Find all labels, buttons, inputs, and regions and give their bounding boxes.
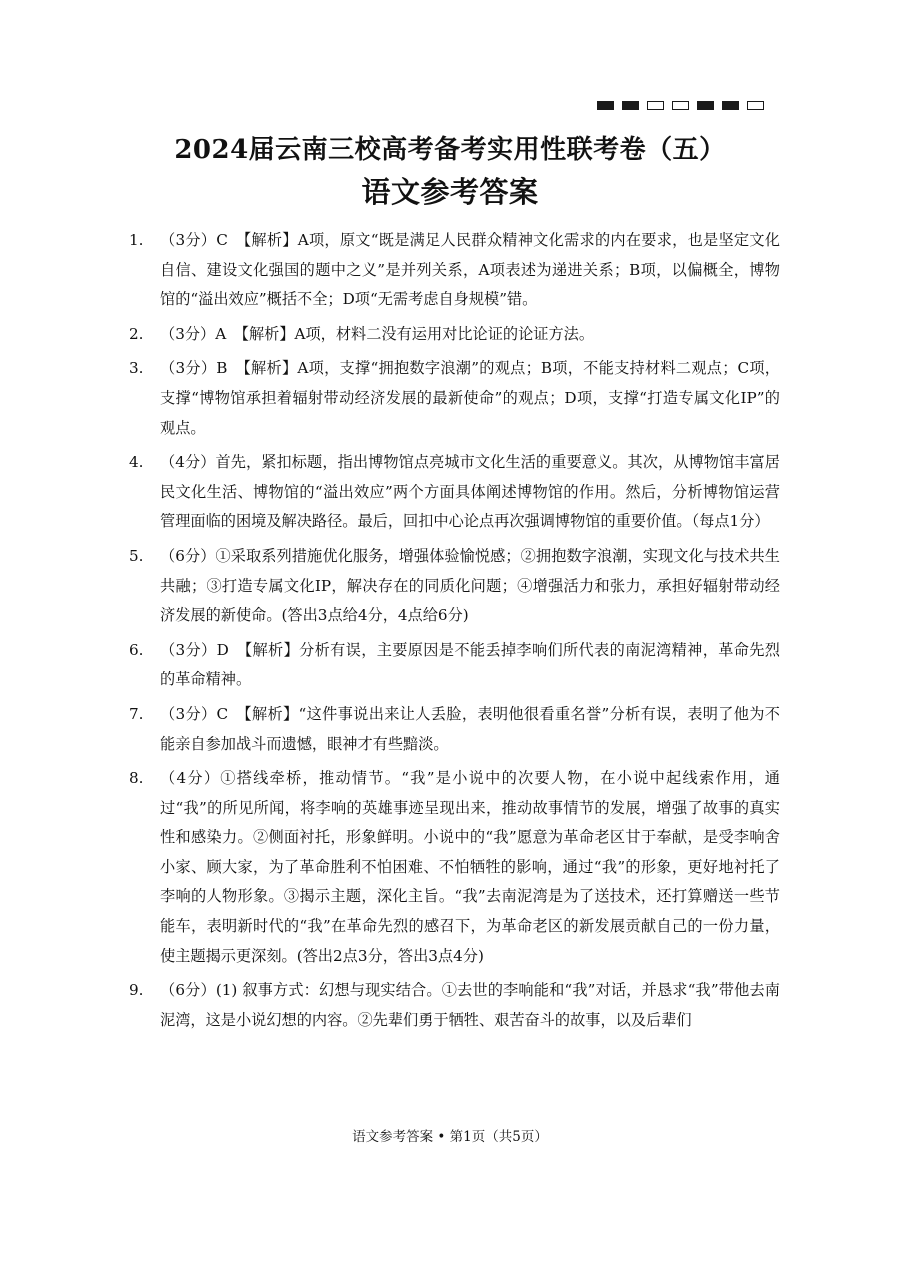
answer-item-4 <box>120 448 780 537</box>
answer-number: 6. <box>129 640 144 659</box>
answer-item-2 <box>120 320 780 350</box>
answer-text: （3分）C 【解析】A项，原文“既是满足人民群众精神文化需求的内在要求，也是坚定文化自信、建设文化强国的题中之义”是并列关系，A项表述为递进关系；B项，以偏概全，博物馆的“溢出效应”概括不全；D项“无需考虑自身规模”错。 <box>160 231 780 309</box>
answer-number: 1. <box>129 231 144 249</box>
answer-item-8 <box>120 764 780 971</box>
answer-number: 9. <box>129 981 144 1000</box>
answer-number: 8. <box>129 769 144 788</box>
answer-item-5 <box>120 542 780 631</box>
answer-text: （4分）首先，紧扣标题，指出博物馆点亮城市文化生活的重要意义。其次，从博物馆丰富居民文化生活、博物馆的“溢出效应”两个方面具体阐述博物馆的作用。然后，分析博物馆运营管理面临的困境及解决路径。最后，回扣中心论点再次强调博物馆的重要价值。（每点1分） <box>160 453 780 531</box>
page-footer: 语文参考答案 • 第1页（共5页） <box>352 1129 548 1145</box>
answer-number: 3. <box>129 359 144 378</box>
answer-text: （6分）(1) 叙事方式：幻想与现实结合。①去世的李响能和“我”对话，并恳求“我”带他去南泥湾，这是小说幻想的内容。②先辈们勇于牺牲、艰苦奋斗的故事，以及后辈们 <box>160 981 780 1029</box>
answer-text: （4分）①搭线牵桥，推动情节。“我”是小说中的次要人物，在小说中起线索作用，通过“我”的所见所闻，将李响的英雄事迹呈现出来，推动故事情节的发展，增强了故事的真实性和感染力。②侧面衬托，形象鲜明。小说中的“我”愿意为革命老区甘于奉献，是受李响舍小家、顾大家，为了革命胜利不怕困难、不怕牺牲的影响，通过“我”的形象，更好地衬托了李响的人物形象。③揭示主题，深化主旨。“我”去南泥湾是为了送技术，还打算赠送一些节能车，表明新时代的“我”在革命先烈的感召下，为革命老区的新发展贡献自己的一份力量，使主题揭示更深刻。(答出2点3分，答出3点4分) <box>160 769 780 965</box>
page-marks <box>597 101 764 110</box>
answer-text: （6分）①采取系列措施优化服务，增强体验愉悦感；②拥抱数字浪潮，实现文化与技术共生共融；③打造专属文化IP，解决存在的同质化问题；④增强活力和张力，承担好辐射带动经济发展的新使命。(答出3点给4分，4点给6分) <box>160 546 780 625</box>
filled-square-mark <box>597 101 614 110</box>
answer-text: （3分）B 【解析】A项，支撑“拥抱数字浪潮”的观点；B项，不能支持材料二观点；C项，支撑“博物馆承担着辐射带动经济发展的最新使命”的观点；D项，支撑“打造专属文化IP”的观点。 <box>160 359 780 437</box>
answer-item-9 <box>120 976 780 1035</box>
answer-text: （3分）C 【解析】“这件事说出来让人丢脸，表明他很看重名誉”分析有误，表明了他为不能亲自参加战斗而遗憾，眼神才有些黯淡。 <box>160 704 780 753</box>
filled-square-mark <box>697 101 714 110</box>
empty-square-mark <box>647 101 664 110</box>
answer-item-3 <box>120 354 780 443</box>
answer-list <box>120 226 780 1040</box>
answer-key-title: 语文参考答案 <box>361 175 539 209</box>
empty-square-mark <box>747 101 764 110</box>
answer-number: 2. <box>129 324 144 343</box>
answer-item-7 <box>120 700 780 759</box>
answer-item-1 <box>120 226 780 315</box>
filled-square-mark <box>622 101 639 110</box>
empty-square-mark <box>672 101 689 110</box>
answer-number: 5. <box>129 546 144 565</box>
answer-item-6 <box>120 636 780 695</box>
answer-number: 7. <box>129 704 144 723</box>
answer-number: 4. <box>129 453 144 472</box>
answer-text: （3分）A 【解析】A项，材料二没有运用对比论证的论证方法。 <box>160 324 595 343</box>
exam-title: 2024届云南三校高考备考实用性联考卷（五） <box>174 135 726 165</box>
filled-square-mark <box>722 101 739 110</box>
answer-text: （3分）D 【解析】分析有误，主要原因是不能丢掉李响们所代表的南泥湾精神，革命先烈的革命精神。 <box>160 640 780 689</box>
